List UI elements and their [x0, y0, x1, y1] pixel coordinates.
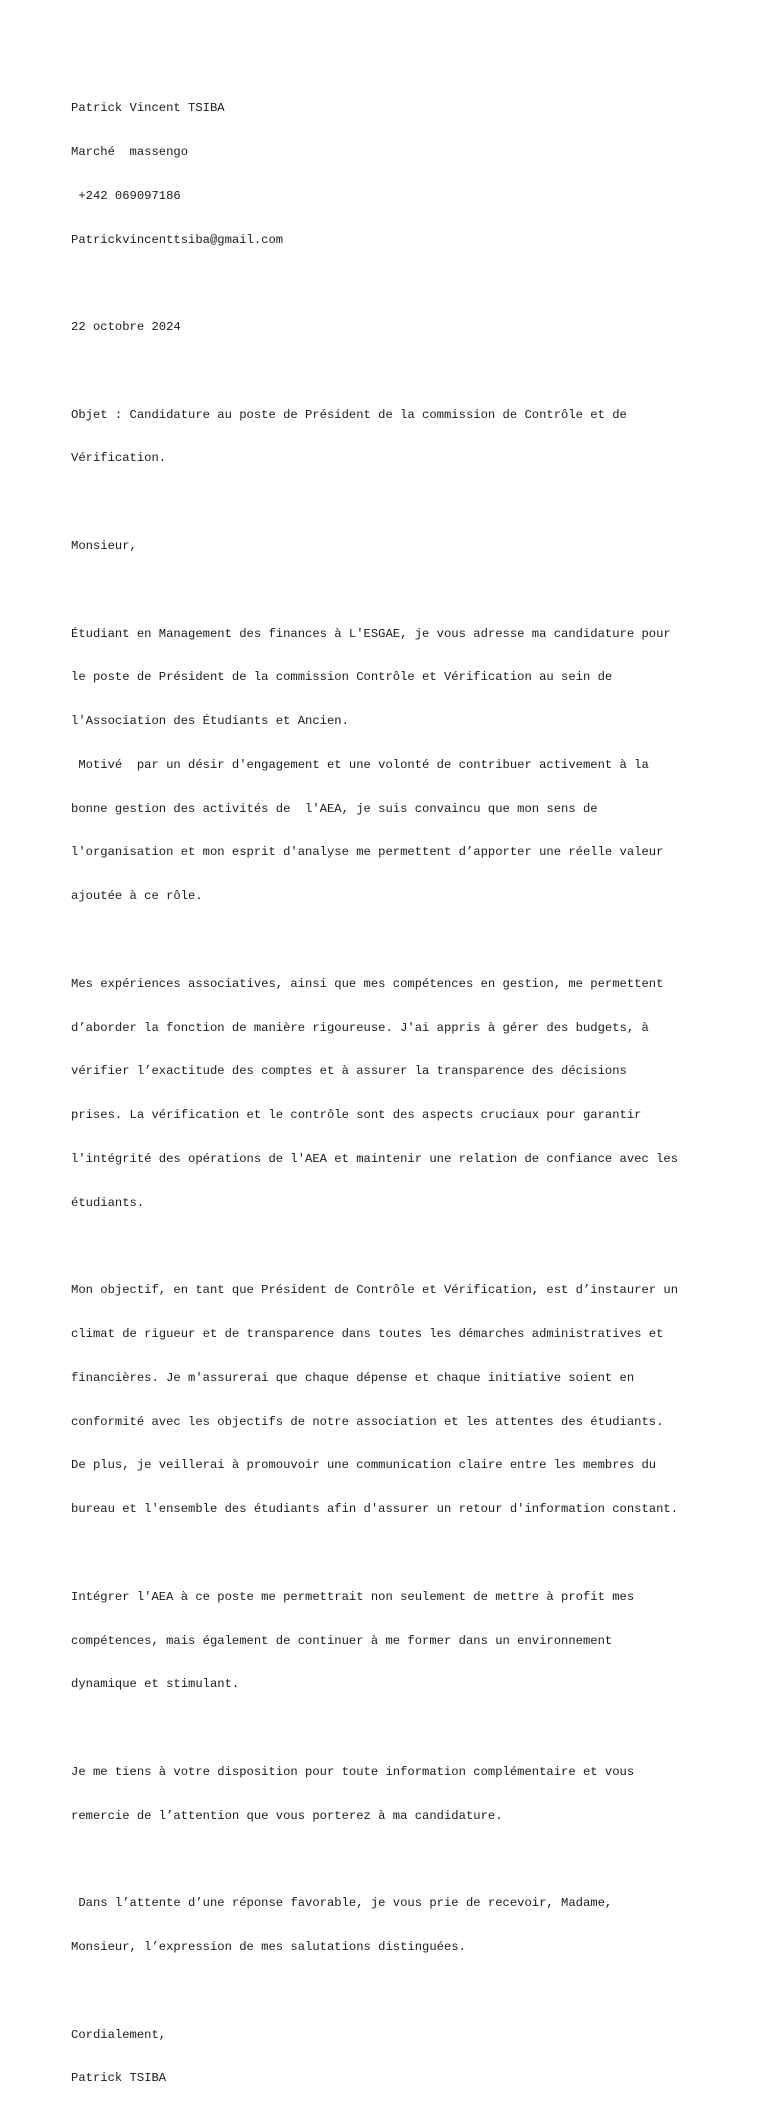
sender-block — [71, 72, 751, 276]
sender-address: Marché massengo — [71, 144, 189, 159]
paragraph-line: l'Association des Étudiants et Ancien. — [71, 714, 349, 729]
subject-line: Objet : Candidature au poste de Président de la commission de Contrôle et de — [71, 407, 627, 422]
paragraph-line: étudiants. — [71, 1195, 145, 1210]
paragraph-line: financières. Je m'assurerai que chaque dépense et chaque initiative soient en — [71, 1370, 635, 1385]
paragraph-line: remercie de l’attention que vous porterez à ma candidature. — [71, 1808, 503, 1823]
paragraph-line: bonne gestion des activités de l'AEA, je suis convaincu que mon sens de — [71, 801, 598, 816]
paragraph-line: prises. La vérification et le contrôle sont des aspects cruciaux pour garantir — [71, 1108, 642, 1123]
paragraph-line: Intégrer l'AEA à ce poste me permettrait non seulement de mettre à profit mes — [71, 1589, 635, 1604]
signature-name: Patrick TSIBA — [71, 2071, 167, 2086]
paragraph-line: ajoutée à ce rôle. — [71, 889, 203, 904]
sender-name: Patrick Vincent TSIBA — [71, 101, 225, 116]
paragraph-line: Monsieur, l’expression de mes salutations distinguées. — [71, 1940, 466, 1954]
paragraph-line: climat de rigueur et de transparence dans toutes les démarches administratives et — [71, 1327, 664, 1342]
paragraph-line: l'organisation et mon esprit d'analyse me permettent d’apporter une réelle valeur — [71, 845, 664, 860]
paragraph-line: Motivé par un désir d'engagement et une volonté de contribuer activement à la — [71, 757, 649, 772]
paragraph-objective — [71, 1254, 751, 1546]
paragraph-line: Dans l’attente d’une réponse favorable, je vous prie de recevoir, Madame, — [71, 1896, 613, 1911]
subject-block — [71, 378, 751, 495]
paragraph-line: Mes expériences associatives, ainsi que mes compétences en gestion, me permettent — [71, 976, 664, 991]
paragraph-line: dynamique et stimulant. — [71, 1677, 240, 1692]
paragraph-availability — [71, 1736, 751, 1853]
paragraph-line: le poste de Président de la commission Contrôle et Vérification au sein de — [71, 670, 613, 685]
salutation-block — [71, 510, 751, 583]
paragraph-intro — [71, 597, 751, 933]
paragraph-line: Étudiant en Management des finances à L'ESGAE, je vous adresse ma candidature pour — [71, 626, 671, 641]
paragraph-closing-formula — [71, 1867, 751, 1984]
paragraph-experience — [71, 948, 751, 1240]
letter-date: 22 octobre 2024 — [71, 320, 181, 335]
paragraph-line: De plus, je veillerai à promouvoir une communication claire entre les membres du — [71, 1458, 657, 1473]
subject-line: Vérification. — [71, 451, 167, 466]
paragraph-line: conformité avec les objectifs de notre association et les attentes des étudiants. — [71, 1414, 664, 1429]
paragraph-line: compétences, mais également de continuer à me former dans un environnement — [71, 1633, 613, 1648]
paragraph-line: bureau et l'ensemble des étudiants afin d'assurer un retour d'information constant. — [71, 1502, 679, 1517]
signature-block — [71, 1998, 751, 2115]
salutation: Monsieur, — [71, 539, 137, 553]
paragraph-line: d’aborder la fonction de manière rigoureuse. J'ai appris à gérer des budgets, à — [71, 1020, 649, 1035]
date-block — [71, 291, 751, 364]
letter-page — [71, 72, 751, 2115]
paragraph-line: vérifier l’exactitude des comptes et à assurer la transparence des décisions — [71, 1064, 627, 1079]
sender-phone: +242 069097186 — [71, 188, 181, 203]
paragraph-integration — [71, 1561, 751, 1722]
paragraph-line: Je me tiens à votre disposition pour toute information complémentaire et vous — [71, 1764, 635, 1779]
sender-email: Patrickvincenttsiba@gmail.com — [71, 232, 284, 247]
paragraph-line: Mon objectif, en tant que Président de Contrôle et Vérification, est d’instaurer un — [71, 1283, 679, 1298]
closing: Cordialement, — [71, 2027, 167, 2042]
paragraph-line: l'intégrité des opérations de l'AEA et maintenir une relation de confiance avec les — [71, 1151, 679, 1166]
